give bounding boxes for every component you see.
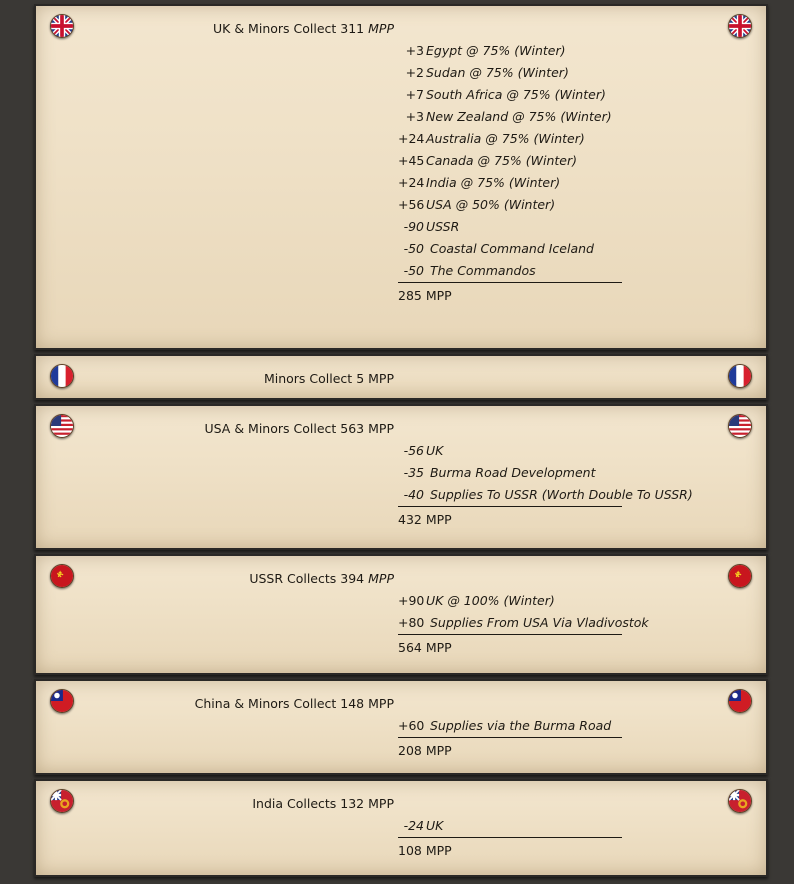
- china-flag-icon: [728, 689, 752, 713]
- collect-header: China & Minors Collect 148 MPP: [194, 696, 394, 711]
- list-item: +2 Sudan @ 75% (Winter): [405, 65, 569, 80]
- list-item: -24 UK: [403, 818, 444, 833]
- panel-china: [34, 679, 768, 775]
- list-item: +60 Supplies via the Burma Road: [398, 718, 612, 733]
- sum-divider: [398, 282, 622, 283]
- total-mpp: 208 MPP: [398, 743, 452, 758]
- panel-ussr: [34, 554, 768, 675]
- sum-divider: [398, 737, 622, 738]
- collect-header: Minors Collect 5 MPP: [263, 371, 394, 386]
- list-item: +24 India @ 75% (Winter): [398, 175, 561, 190]
- list-item: -35 Burma Road Development: [403, 465, 596, 480]
- list-item: +7 South Africa @ 75% (Winter): [405, 87, 606, 102]
- list-item: -40 Supplies To USSR (Worth Double To USSR): [403, 487, 693, 502]
- list-item: -56 UK: [403, 443, 444, 458]
- panel-usa: [34, 404, 768, 550]
- france-flag-icon: [728, 364, 752, 388]
- ussr-flag-icon: [50, 564, 74, 588]
- total-mpp: 285 MPP: [398, 288, 452, 303]
- list-item: +3 Egypt @ 75% (Winter): [405, 43, 566, 58]
- collect-header: UK & Minors Collect 311 MPP: [213, 21, 394, 36]
- list-item: +24 Australia @ 75% (Winter): [398, 131, 585, 146]
- india-flag-icon: [728, 789, 752, 813]
- list-item: -50 Coastal Command Iceland: [403, 241, 594, 256]
- list-item: +80 Supplies From USA Via Vladivostok: [398, 615, 649, 630]
- uk-flag-icon: [728, 14, 752, 38]
- china-flag-icon: [50, 689, 74, 713]
- sum-divider: [398, 837, 622, 838]
- panel-india: [34, 779, 768, 877]
- list-item: +90 UK @ 100% (Winter): [398, 593, 555, 608]
- collect-header: India Collects 132 MPP: [252, 796, 394, 811]
- total-mpp: 564 MPP: [398, 640, 452, 655]
- ussr-flag-icon: [728, 564, 752, 588]
- usa-flag-icon: [728, 414, 752, 438]
- india-flag-icon: [50, 789, 74, 813]
- collect-header: USA & Minors Collect 563 MPP: [204, 421, 394, 436]
- list-item: +3 New Zealand @ 75% (Winter): [405, 109, 612, 124]
- total-mpp: 108 MPP: [398, 843, 452, 858]
- sum-divider: [398, 634, 622, 635]
- list-item: +45 Canada @ 75% (Winter): [398, 153, 578, 168]
- list-item: -90 USSR: [403, 219, 460, 234]
- sum-divider: [398, 506, 622, 507]
- uk-flag-icon: [50, 14, 74, 38]
- total-mpp: 432 MPP: [398, 512, 452, 527]
- collect-header: USSR Collects 394 MPP: [249, 571, 394, 586]
- panel-uk: [34, 4, 768, 350]
- list-item: -50 The Commandos: [403, 263, 536, 278]
- usa-flag-icon: [50, 414, 74, 438]
- france-flag-icon: [50, 364, 74, 388]
- panel-france: [34, 354, 768, 400]
- list-item: +56 USA @ 50% (Winter): [398, 197, 556, 212]
